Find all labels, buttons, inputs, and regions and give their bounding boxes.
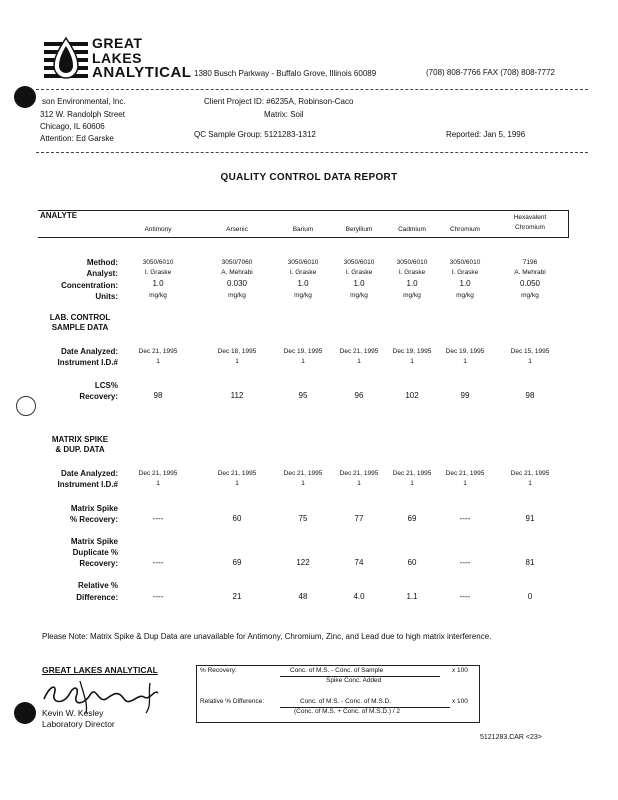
company-logo [44, 35, 192, 82]
report-title: QUALITY CONTROL DATA REPORT [220, 172, 398, 183]
analyst-cell: I. Graske [398, 269, 426, 276]
matrix-interference-note: Please Note: Matrix Spike & Dup Data are unavailable for Antimony, Chromium, Zinc, and Lead due to high matrix interference. [42, 632, 492, 641]
label-msd-3: Recovery: [79, 559, 118, 568]
units-cell: mg/kg [294, 292, 312, 299]
method-cell: 3050/6010 [396, 259, 428, 266]
lcs-date-cell: Dec 21, 1995 [339, 348, 379, 355]
lcs-instrument-cell: 1 [410, 358, 414, 365]
lcs-instrument-cell: 1 [463, 358, 467, 365]
formula-recovery-label: % Recovery: [200, 667, 237, 674]
lcs-recovery-cell: 95 [298, 391, 308, 400]
ms-recovery-cell: ---- [152, 514, 164, 523]
punch-hole-top [14, 86, 36, 108]
concentration-cell: 1.0 [297, 279, 309, 288]
method-cell: 3050/6010 [343, 259, 375, 266]
column-header-beryllium: Beryllium [345, 226, 373, 233]
ms-recovery-cell: 69 [407, 514, 417, 523]
reported-date: Reported: Jan 5, 1996 [446, 130, 526, 139]
msd-recovery-cell: ---- [152, 558, 164, 567]
lcs-recovery-cell: 98 [153, 391, 163, 400]
label-ms-recovery-1: Matrix Spike [70, 504, 118, 513]
formula-rpd-multiplier: x 100 [452, 698, 468, 705]
formula-recovery-numerator: Conc. of M.S. - Conc. of Sample [290, 667, 384, 674]
label-lcs-date: Date Analyzed: [60, 347, 118, 356]
msd-recovery-cell: 69 [232, 558, 242, 567]
lcs-recovery-cell: 96 [354, 391, 364, 400]
units-cell: mg/kg [149, 292, 167, 299]
section-matrix-spike-2: & DUP. DATA [55, 445, 105, 454]
logo-mark-icon [44, 36, 88, 82]
lcs-instrument-cell: 1 [235, 358, 239, 365]
lcs-recovery-cell: 112 [230, 391, 244, 400]
ms-recovery-cell: ---- [459, 514, 471, 523]
ms-recovery-cell: 77 [354, 514, 364, 523]
client-street: 312 W. Randolph Street [40, 110, 125, 119]
label-rpd-2: Difference: [76, 593, 118, 602]
label-lcs-instrument: Instrument I.D.# [57, 358, 118, 367]
rpd-cell: ---- [152, 592, 164, 601]
msd-recovery-cell: 60 [407, 558, 417, 567]
concentration-cell: 0.050 [519, 279, 541, 288]
rpd-cell: 48 [298, 592, 308, 601]
lcs-recovery-cell: 98 [525, 391, 535, 400]
analyst-cell: I. Graske [289, 269, 317, 276]
label-lcs-2: Recovery: [79, 392, 118, 401]
lcs-recovery-cell: 102 [405, 391, 419, 400]
label-lcs-1: LCS% [94, 381, 118, 390]
units-cell: mg/kg [350, 292, 368, 299]
units-cell: mg/kg [456, 292, 474, 299]
client-company: son Environmental, Inc. [42, 97, 126, 106]
lcs-date-cell: Dec 21, 1995 [138, 348, 178, 355]
ms-date-cell: Dec 21, 1995 [339, 470, 379, 477]
lcs-recovery-cell: 99 [460, 391, 470, 400]
ms-instrument-cell: 1 [156, 480, 160, 487]
lab-address: 1380 Busch Parkway - Buffalo Grove, Illinois 60089 [194, 69, 377, 78]
method-cell: 3050/6010 [287, 259, 319, 266]
units-cell: mg/kg [521, 292, 539, 299]
ms-recovery-cell: 75 [298, 514, 308, 523]
method-cell: 3050/6010 [449, 259, 481, 266]
section-matrix-spike-1: MATRIX SPIKE [51, 435, 109, 444]
lcs-date-cell: Dec 15, 1995 [510, 348, 550, 355]
lcs-date-cell: Dec 19, 1995 [392, 348, 432, 355]
analyst-cell: A. Mehrabi [221, 269, 253, 276]
label-ms-recovery-2: % Recovery: [69, 515, 118, 524]
rpd-cell: 4.0 [353, 592, 365, 601]
label-ms-instrument: Instrument I.D.# [57, 480, 118, 489]
column-header-cadmium: Cadmium [398, 226, 426, 233]
ms-recovery-cell: 60 [232, 514, 242, 523]
column-header-barium: Barium [292, 226, 314, 233]
concentration-cell: 0.030 [226, 279, 248, 288]
msd-recovery-cell: 122 [296, 558, 310, 567]
footer-document-code: 5121283.CAR <23> [480, 734, 542, 741]
ms-date-cell: Dec 21, 1995 [217, 470, 257, 477]
section-lab-control-2: SAMPLE DATA [51, 323, 109, 332]
analyst-cell: I. Graske [345, 269, 373, 276]
concentration-cell: 1.0 [152, 279, 164, 288]
label-msd-1: Matrix Spike [70, 537, 118, 546]
formula-rpd-denominator: (Conc. of M.S. + Conc. of M.S.D.) / 2 [294, 708, 401, 715]
ms-date-cell: Dec 21, 1995 [445, 470, 485, 477]
rpd-cell: 21 [232, 592, 242, 601]
ms-instrument-cell: 1 [235, 480, 239, 487]
lab-phone: (708) 808-7766 FAX (708) 808-7772 [426, 68, 555, 77]
column-header-hexavalent-chromium: Chromium [515, 224, 545, 231]
method-cell: 7196 [522, 259, 538, 266]
label-rpd-1: Relative % [77, 581, 118, 590]
concentration-cell: 1.0 [353, 279, 365, 288]
units-cell: mg/kg [403, 292, 421, 299]
punch-hole-bottom [14, 702, 36, 724]
label-method: Method: [86, 258, 118, 267]
column-header-antimony: Antimony [144, 226, 172, 233]
ms-instrument-cell: 1 [463, 480, 467, 487]
label-ms-date: Date Analyzed: [60, 469, 118, 478]
lcs-date-cell: Dec 19, 1995 [283, 348, 323, 355]
signature-company: GREAT LAKES ANALYTICAL [42, 665, 158, 675]
ms-date-cell: Dec 21, 1995 [138, 470, 178, 477]
lcs-instrument-cell: 1 [301, 358, 305, 365]
ms-instrument-cell: 1 [528, 480, 532, 487]
units-cell: mg/kg [228, 292, 246, 299]
lcs-date-cell: Dec 19, 1995 [445, 348, 485, 355]
ms-instrument-cell: 1 [410, 480, 414, 487]
rpd-cell: 1.1 [406, 592, 418, 601]
label-msd-2: Duplicate % [72, 548, 118, 557]
column-header-hexavalent: Hexavalent [513, 214, 547, 221]
msd-recovery-cell: 74 [354, 558, 364, 567]
ms-recovery-cell: 91 [525, 514, 535, 523]
analyst-cell: I. Graske [451, 269, 479, 276]
analyst-cell: A. Mehrabi [514, 269, 546, 276]
method-cell: 3050/6010 [142, 259, 174, 266]
logo-line-1: GREAT [92, 35, 143, 51]
ms-date-cell: Dec 21, 1995 [392, 470, 432, 477]
msd-recovery-cell: 81 [525, 558, 535, 567]
ms-date-cell: Dec 21, 1995 [510, 470, 550, 477]
analyte-header: ANALYTE [40, 211, 78, 220]
signer-name: Kevin W. Kesley [42, 708, 104, 718]
lcs-instrument-cell: 1 [528, 358, 532, 365]
msd-recovery-cell: ---- [459, 558, 471, 567]
rpd-cell: 0 [527, 592, 533, 601]
formula-recovery-multiplier: x 100 [452, 667, 468, 674]
concentration-cell: 1.0 [459, 279, 471, 288]
lcs-instrument-cell: 1 [156, 358, 160, 365]
client-city: Chicago, IL 60606 [40, 122, 105, 131]
formula-rpd-label: Relative % Difference: [200, 698, 265, 705]
formula-rpd-numerator: Conc. of M.S. - Conc. of M.S.D. [300, 698, 392, 705]
label-analyst: Analyst: [86, 269, 118, 278]
column-header-arsenic: Arsenic [226, 226, 248, 233]
label-units: Units: [95, 292, 118, 301]
lcs-instrument-cell: 1 [357, 358, 361, 365]
formula-recovery-denominator: Spike Conc. Added [326, 677, 382, 684]
client-attention: Attention: Ed Garske [40, 134, 114, 143]
analyst-cell: I. Graske [144, 269, 172, 276]
ms-instrument-cell: 1 [357, 480, 361, 487]
label-concentration: Concentration: [61, 281, 118, 290]
rpd-cell: ---- [459, 592, 471, 601]
logo-line-3: ANALYTICAL [92, 64, 192, 81]
concentration-cell: 1.0 [406, 279, 418, 288]
signer-title: Laboratory Director [42, 719, 115, 729]
ms-date-cell: Dec 21, 1995 [283, 470, 323, 477]
lcs-date-cell: Dec 18, 1995 [217, 348, 257, 355]
column-header-chromium: Chromium [450, 226, 480, 233]
client-project-id: Client Project ID: #6235A, Robinson-Caco [204, 97, 354, 106]
sample-matrix: Matrix: Soil [264, 110, 304, 119]
method-cell: 3050/7060 [221, 259, 253, 266]
logo-line-2: LAKES [92, 50, 142, 66]
ms-instrument-cell: 1 [301, 480, 305, 487]
qc-sample-group: QC Sample Group: 5121283-1312 [194, 130, 316, 139]
section-lab-control-1: LAB. CONTROL [49, 313, 111, 322]
